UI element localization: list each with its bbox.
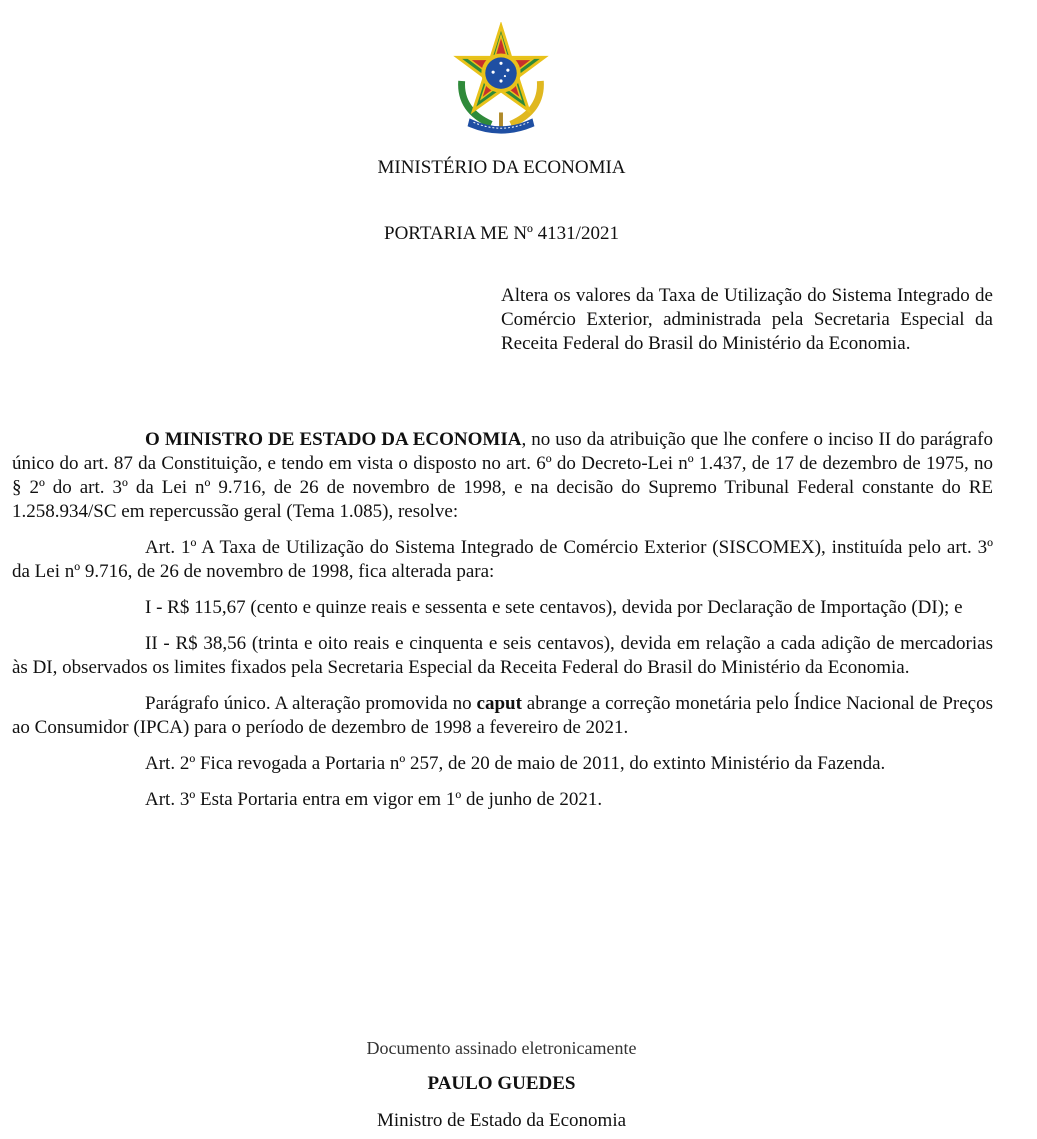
ministry-heading: MINISTÉRIO DA ECONOMIA [377,157,626,178]
ementa: Altera os valores da Taxa de Utilização do Sistema Integrado de Comércio Exterior, administrada pela Secretaria Especial da Receita Federal do Brasil do Ministério da Economia. [501,285,993,354]
preamble-authority: O MINISTRO DE ESTADO DA ECONOMIA [145,429,522,450]
article-3: Art. 3º Esta Portaria entra em vigor em 1º de junho de 2021. [145,789,603,810]
signatory-name: PAULO GUEDES [427,1073,576,1094]
paragrafo-unico [12,692,993,740]
portaria-title: PORTARIA ME Nº 4131/2021 [384,223,619,244]
brazil-coat-of-arms-icon [442,22,560,140]
inciso-2: II - R$ 38,56 (trinta e oito reais e cinquenta e seis centavos), devida em relação a cada adição de mercadorias às DI, observados os limites fixados pela Secretaria Especial da Receita Federal do Brasil do Ministério da Economia. [12,633,993,678]
inciso-1: I - R$ 115,67 (cento e quinze reais e sessenta e sete centavos), devida por Declaração de Importação (DI); e [145,597,963,618]
paragrafo-text-post: abrange a correção monetária pelo Índice Nacional de Preços ao Consumidor (IPCA) para o período de dezembro de 1998 a fevereiro de 2021. [12,693,993,738]
document-body [12,428,993,824]
article-2: Art. 2º Fica revogada a Portaria nº 257, de 20 de maio de 2011, do extinto Ministério da Fazenda. [145,753,886,774]
preamble-paragraph [12,428,993,524]
preamble-text: , no uso da atribuição que lhe confere o inciso II do parágrafo único do art. 87 da Constituição, e tendo em vista o disposto no art. 6º do Decreto-Lei nº 1.437, de 17 de dezembro de 1975, no § 2º do art. 3º da Lei nº 9.716, de 26 de novembro de 1998, e na decisão do Supremo Tribunal Federal constante do RE 1.258.934/SC em repercussão geral (Tema 1.085), resolve: [12,429,993,522]
paragrafo-text-pre: Parágrafo único. A alteração promovida no [145,693,477,714]
signature-note: Documento assinado eletronicamente [366,1038,637,1058]
article-1: Art. 1º A Taxa de Utilização do Sistema Integrado de Comércio Exterior (SISCOMEX), instituída pelo art. 3º da Lei nº 9.716, de 26 de novembro de 1998, fica alterada para: [12,537,993,582]
signatory-title: Ministro de Estado da Economia [376,1110,627,1131]
paragrafo-caput: caput [476,693,522,714]
